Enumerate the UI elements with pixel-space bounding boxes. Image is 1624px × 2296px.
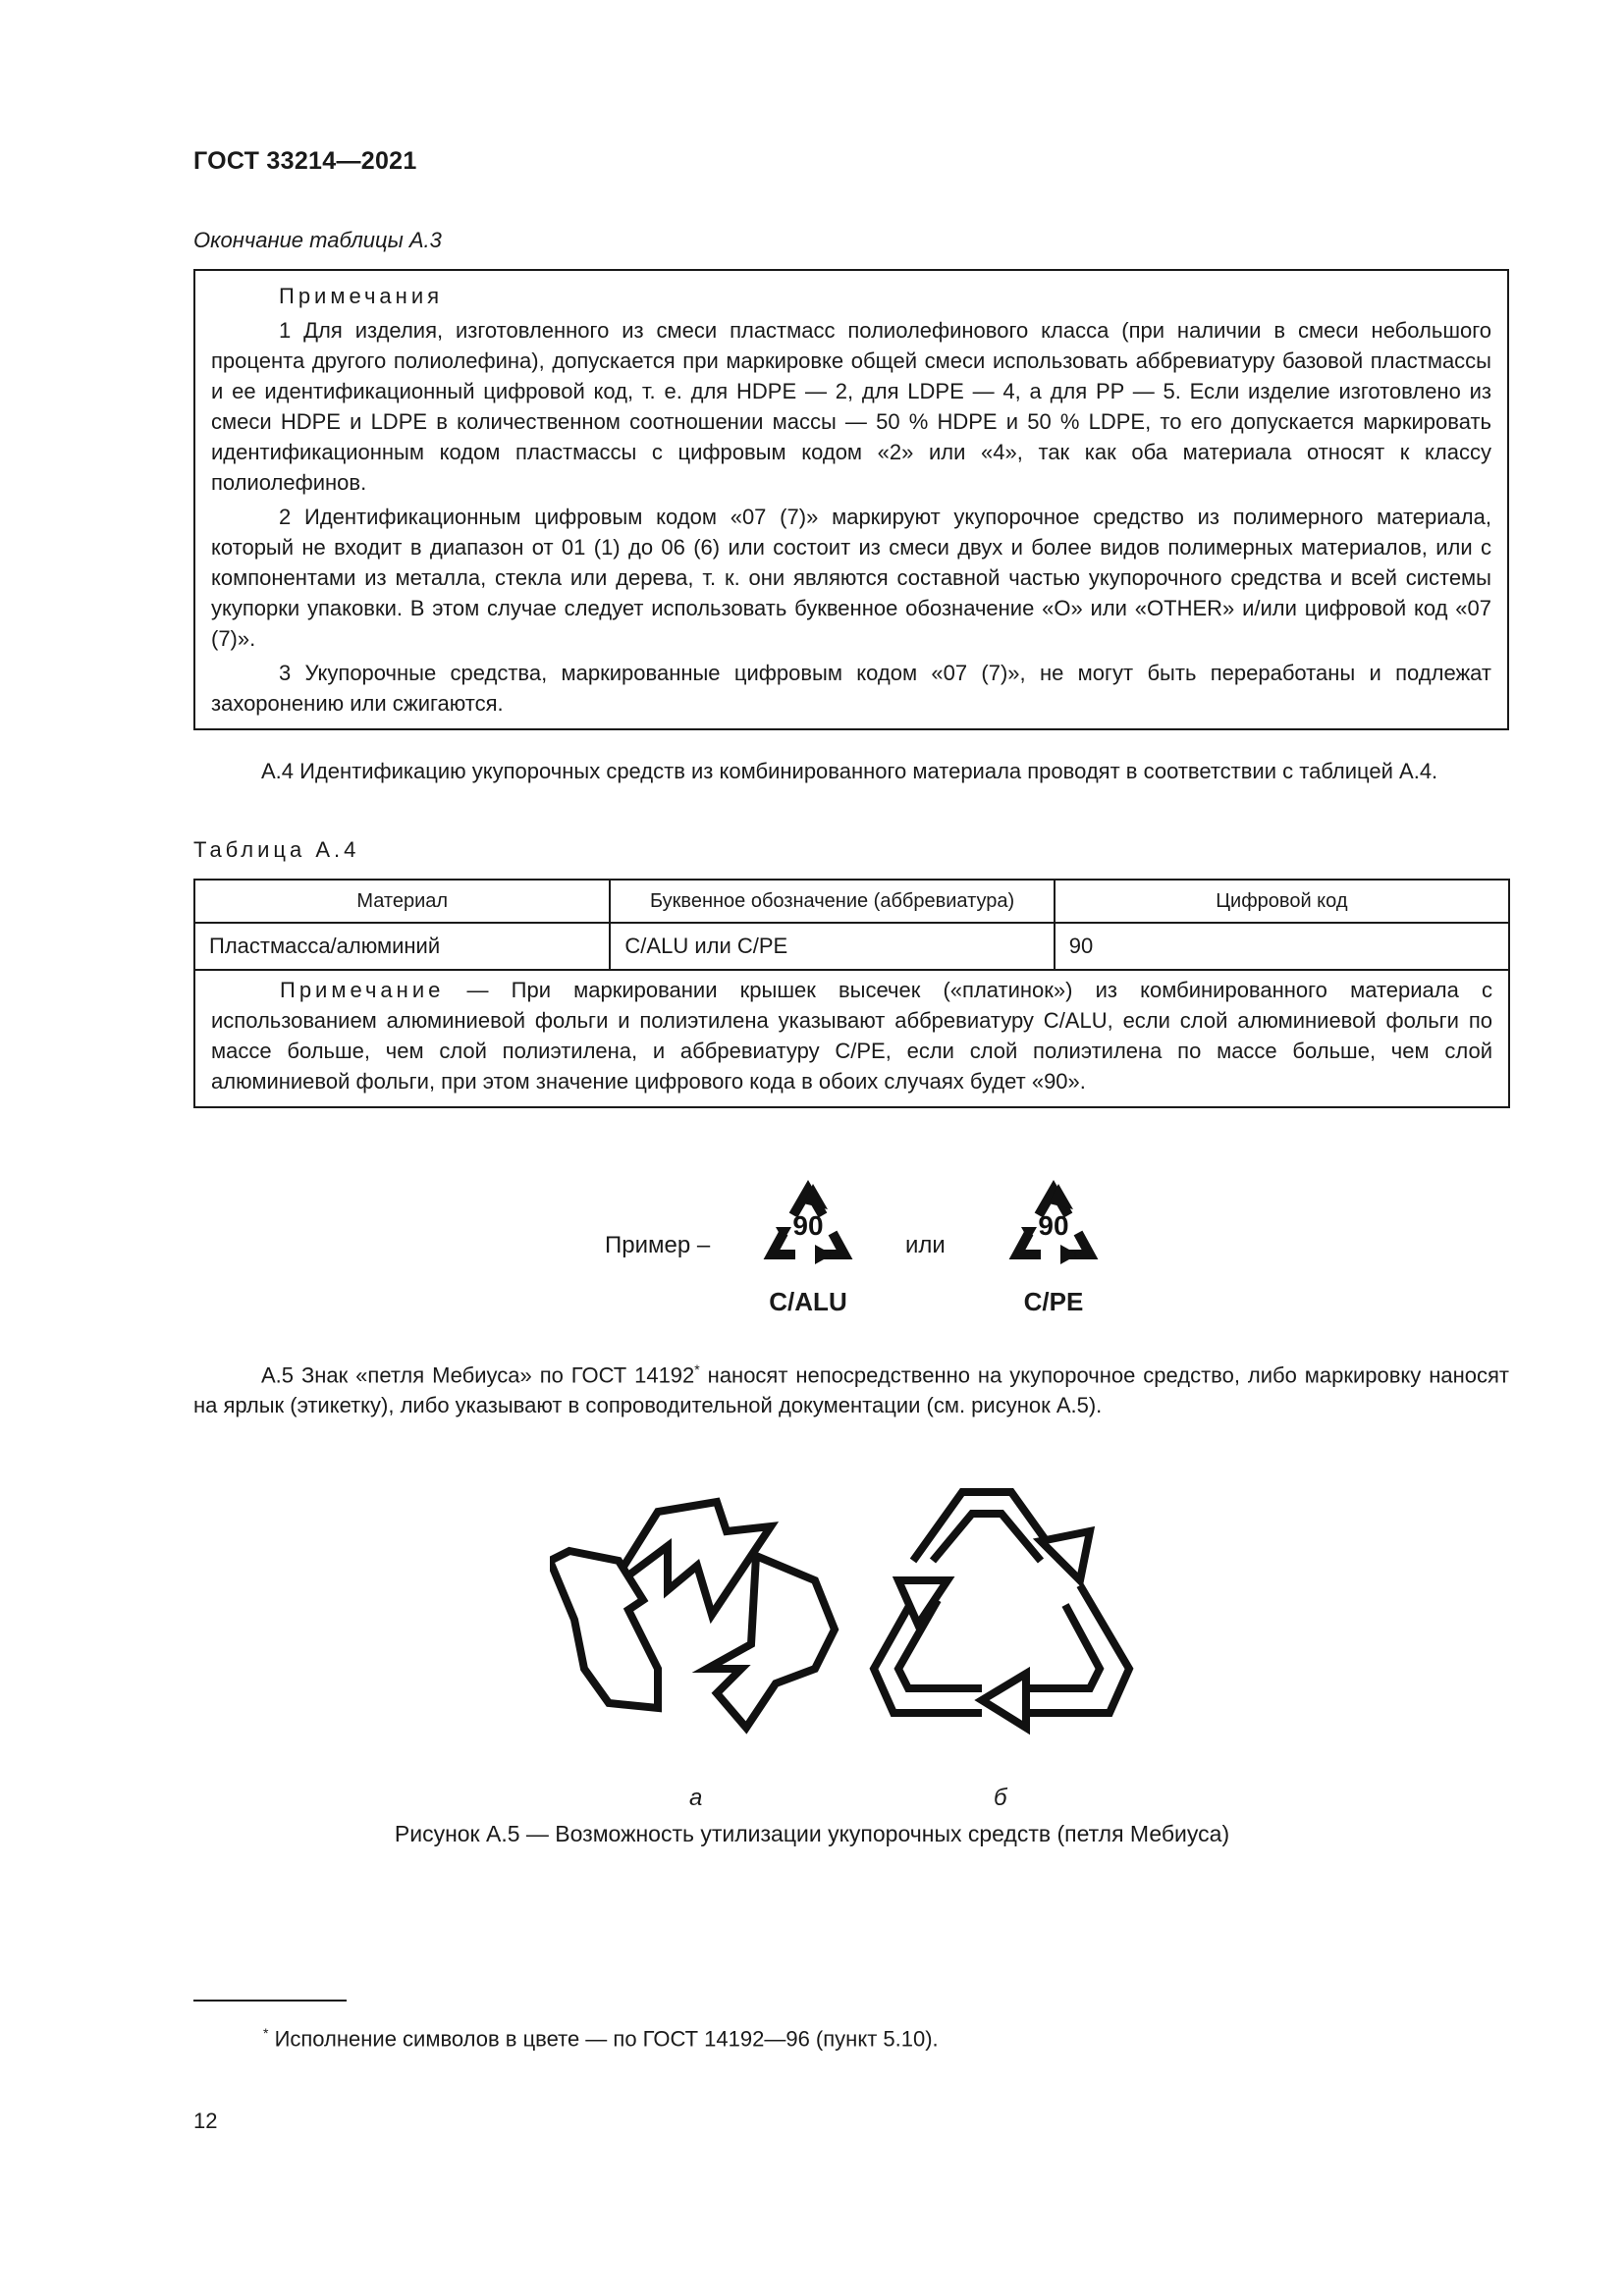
recycling-code-symbol-pe: [1000, 1170, 1108, 1317]
table-note: [194, 970, 1509, 1107]
footnote-text: Исполнение символов в цвете — по ГОСТ 14192—96 (пункт 5.10).: [268, 2026, 939, 2052]
para-a5-text-before: А.5 Знак «петля Мебиуса» по ГОСТ 14192: [261, 1362, 695, 1388]
figure-label-a: а: [689, 1785, 703, 1811]
recycling-triangle-icon: [754, 1170, 862, 1278]
note-2: 2 Идентификационным цифровым кодом «07 (7)» маркируют укупорочное средство из полимерного материала, который не входит в диапазон от 01 (1) до 06 (6) или состоит из смеси двух и более видов полимерных материалов, или с компонентами из металла, стекла или дерева, т. к. они являются составной частью укупорочного средства и всей системы укупорки упаковки. В этом случае следует использовать буквенное обозначение «О» или «OTHER» и/или цифровой код «07 (7)».: [211, 505, 1491, 651]
table-a4-caption: Таблица А.4: [193, 837, 360, 862]
recycling-code-symbol-alu: [754, 1170, 862, 1317]
table-a4: [193, 879, 1510, 1108]
example-label: Пример –: [605, 1232, 711, 1258]
footnote-mark: *: [263, 2025, 269, 2041]
cell-material: Пластмасса/алюминий: [194, 923, 610, 970]
table-row: [194, 923, 1509, 970]
header-material: Материал: [194, 880, 610, 923]
symbol-code: 90: [1038, 1210, 1069, 1241]
recycling-triangle-icon: [1000, 1170, 1108, 1278]
footnote-separator: [193, 2000, 347, 2002]
note-lead: Примечание: [280, 978, 445, 1002]
symbol-abbr: C/PE: [1023, 1287, 1084, 1316]
mobius-loop-triangle-icon: [864, 1472, 1149, 1757]
example-or: или: [905, 1232, 946, 1258]
header-code: Цифровой код: [1055, 880, 1509, 923]
table-a3-notes: [193, 269, 1509, 730]
table-header-row: [194, 880, 1509, 923]
document-header: ГОСТ 33214—2021: [193, 147, 417, 175]
cell-code: 90: [1055, 923, 1509, 970]
page-number: 12: [193, 2109, 218, 2133]
note-3: 3 Укупорочные средства, маркированные цифровым кодом «07 (7)», не могут быть переработаны и подлежат захоронению или сжигаются.: [211, 661, 1491, 716]
symbol-abbr: C/ALU: [769, 1287, 847, 1316]
table-continuation-caption: Окончание таблицы А.3: [193, 228, 442, 252]
cell-abbreviation: C/ALU или C/PE: [610, 923, 1054, 970]
symbol-code: 90: [792, 1210, 824, 1241]
notes-title: Примечания: [279, 284, 444, 308]
note-text: — При маркировании крышек высечек («платинок») из комбинированного материала с использованием алюминиевой фольги и полиэтилена указывают аббревиатуру C/ALU, если слой алюминиевой фольги по массе больше, чем слой полиэтилена, и аббревиатуру C/PE, если слой полиэтилена по массе больше, чем слой алюминиевой фольги, при этом значение цифрового кода в обоих случаях будет «90».: [211, 978, 1492, 1094]
paragraph-a5: [193, 1355, 1509, 1420]
figure-label-b: б: [994, 1785, 1007, 1811]
header-abbreviation: Буквенное обозначение (аббревиатура): [610, 880, 1054, 923]
table-note-row: [194, 970, 1509, 1107]
footnote-ref: *: [694, 1362, 700, 1377]
paragraph-a4: А.4 Идентификацию укупорочных средств из комбинированного материала проводят в соответствии с таблицей А.4.: [261, 759, 1438, 783]
mobius-loop-folded-icon: [550, 1472, 854, 1757]
figure-caption: Рисунок А.5 — Возможность утилизации укупорочных средств (петля Мебиуса): [394, 1821, 1230, 1846]
note-1: 1 Для изделия, изготовленного из смеси пластмасс полиолефинового класса (при наличии в смеси небольшого процента другого полиолефина), допускается при маркировке общей смеси использовать аббревиатуру базовой пластмассы и ее идентификационный цифровой код, т. е. для HDPE — 2, для LDPE — 4, а для PP — 5. Если изделие изготовлено из смеси HDPE и LDPE в количественном соотношении массы — 50 % HDPE и 50 % LDPE, то его допускается маркировать идентификационным кодом пластмассы с цифровым кодом «2» или «4», так как оба материала относят к классу полиолефинов.: [211, 318, 1491, 495]
para-a5-text-after: наносят непосредственно на укупорочное средство, либо маркировку наносят на ярлык (этикетку), либо указывают в сопроводительной документации (см. рисунок А.5).: [193, 1362, 1509, 1418]
footnote: [263, 2025, 939, 2052]
